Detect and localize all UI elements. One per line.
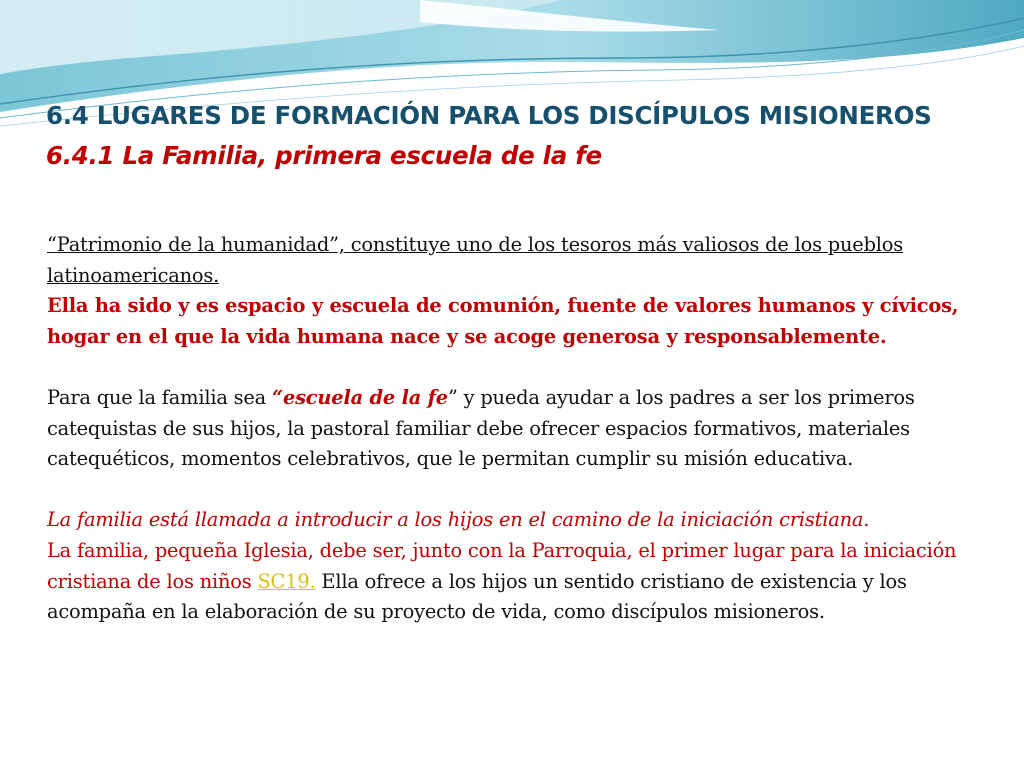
slide-title: 6.4 LUGARES DE FORMACIÓN PARA LOS DISCÍPULOS MISIONEROS bbox=[46, 101, 932, 130]
paragraph-iglesia bbox=[47, 536, 997, 628]
sc19-link[interactable]: SC19. bbox=[257, 569, 316, 593]
slide-subtitle: 6.4.1 La Familia, primera escuela de la fe bbox=[46, 141, 602, 170]
slide-body bbox=[47, 230, 997, 628]
paragraph-patrimonio: “Patrimonio de la humanidad”, constituye uno de los tesoros más valiosos de los pueblos latinoamericanos. bbox=[47, 233, 904, 287]
spacer bbox=[47, 475, 997, 506]
iglesia-red-text: La familia, pequeña Iglesia, debe ser, junto con la Parroquia, el primer lugar para la iniciación cristiana de los niños bbox=[47, 538, 957, 593]
paragraph-escuela-fe bbox=[47, 383, 997, 475]
paragraph-comunion: Ella ha sido y es espacio y escuela de comunión, fuente de valores humanos y cívicos, hogar en el que la vida humana nace y se acoge generosa y responsablemente. bbox=[47, 294, 959, 348]
escuela-fe-pre: Para que la familia sea bbox=[47, 385, 272, 409]
spacer bbox=[47, 352, 997, 383]
iglesia-tail-text: Ella ofrece a los hijos un sentido cristiano de existencia y los acompaña en la elaboración de su proyecto de vida, como discípulos misioneros. bbox=[47, 569, 907, 624]
escuela-fe-emphasis: “escuela de la fe bbox=[272, 385, 448, 409]
title-block bbox=[46, 98, 986, 174]
paragraph-iniciacion-italic: La familia está llamada a introducir a los hijos en el camino de la iniciación cristiana. bbox=[47, 508, 870, 532]
escuela-fe-post: ” y pueda ayudar a los padres a ser los primeros catequistas de sus hijos, la pastoral familiar debe ofrecer espacios formativos, materiales catequéticos, momentos celebrativos, que le permitan cumplir su misión educativa. bbox=[47, 385, 915, 471]
